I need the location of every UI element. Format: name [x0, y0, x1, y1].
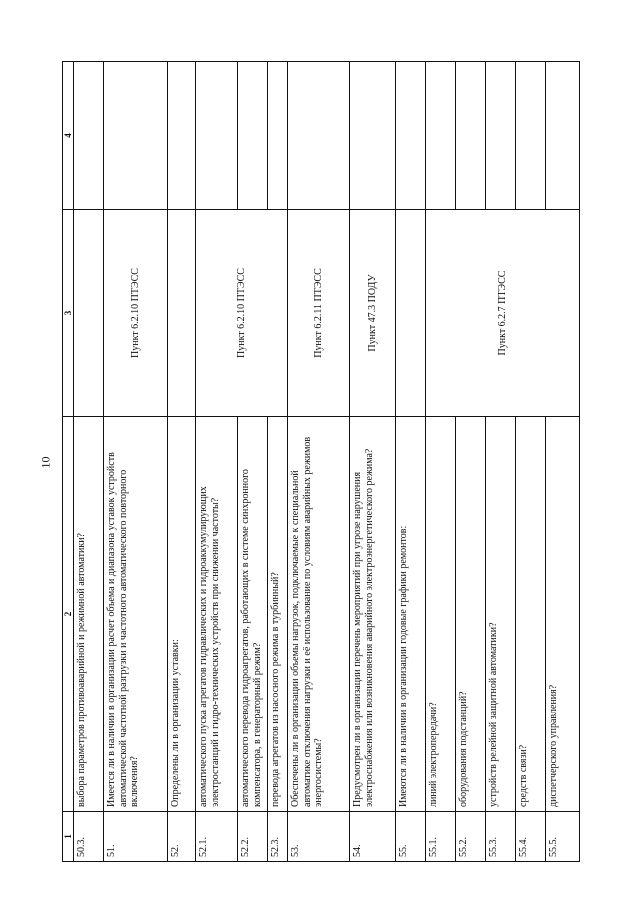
- row-reference: Пункт 6.2.7 ПТЭСС: [426, 210, 580, 417]
- row-number: 55.1.: [426, 812, 456, 862]
- row-number: 50.3.: [74, 812, 104, 862]
- row-number: 52.1.: [196, 812, 238, 862]
- page-number: 10: [38, 456, 53, 469]
- row-reference: [74, 210, 104, 417]
- table-row: [238, 62, 268, 862]
- row-question: оборудования подстанций?: [456, 417, 486, 812]
- row-question: Определены ли в организации уставки:: [168, 417, 196, 812]
- header-col-1: 1: [63, 812, 74, 862]
- row-note: [456, 62, 486, 210]
- table-row: [268, 62, 288, 862]
- row-note: [196, 62, 238, 210]
- row-number: 52.2.: [238, 812, 268, 862]
- row-number: 55.5.: [546, 812, 580, 862]
- table-header-row: [63, 62, 74, 862]
- table-row: [104, 62, 168, 862]
- row-question: Имеется ли в наличии в организации расчет объема и диапазона уставок устройств автоматической частотной разгрузки и частотного автоматического повторного включения?: [104, 417, 168, 812]
- row-note: [104, 62, 168, 210]
- row-number: 55.3.: [486, 812, 516, 862]
- row-note: [288, 62, 350, 210]
- row-question: перевода агрегатов из насосного режима в турбинный?: [268, 417, 288, 812]
- row-note: [238, 62, 268, 210]
- row-question: автоматического пуска агрегатов гидравлических и гидроаккумулирующих электростанций и гидро-технических устройств при снижении частоты?: [196, 417, 238, 812]
- row-number: 54.: [350, 812, 396, 862]
- table-row: [350, 62, 396, 862]
- header-col-4: 4: [63, 62, 74, 210]
- table-row: [74, 62, 104, 862]
- table-row: [168, 62, 196, 862]
- row-note: [516, 62, 546, 210]
- checklist-table: [62, 61, 580, 862]
- row-reference: Пункт 47.3 ПОДУ: [350, 210, 396, 417]
- row-note: [396, 62, 426, 210]
- table-row: [196, 62, 238, 862]
- row-note: [426, 62, 456, 210]
- table-row: [288, 62, 350, 862]
- row-reference: [396, 210, 426, 417]
- table-row: [516, 62, 546, 862]
- row-note: [350, 62, 396, 210]
- row-note: [74, 62, 104, 210]
- row-reference: Пункт 6.2.10 ПТЭСС: [104, 210, 168, 417]
- row-note: [168, 62, 196, 210]
- row-question: устройств релейной защитной автоматики?: [486, 417, 516, 812]
- table-row: [546, 62, 580, 862]
- row-question: выбора параметров противоаварийной и режимной автоматики?: [74, 417, 104, 812]
- row-number: 51.: [104, 812, 168, 862]
- row-number: 55.: [396, 812, 426, 862]
- row-reference: Пункт 6.2.10 ПТЭСС: [196, 210, 288, 417]
- row-number: 52.: [168, 812, 196, 862]
- row-question: автоматического перевода гидроагрегатов, работающих в системе синхронного компенсатора, в генераторный режим?: [238, 417, 268, 812]
- header-col-3: 3: [63, 210, 74, 417]
- row-number: 55.2.: [456, 812, 486, 862]
- table-row: [396, 62, 426, 862]
- table-row: [426, 62, 456, 862]
- row-number: 55.4.: [516, 812, 546, 862]
- row-number: 53.: [288, 812, 350, 862]
- row-question: Имеются ли в наличии в организации годовые графики ремонтов:: [396, 417, 426, 812]
- row-note: [268, 62, 288, 210]
- row-question: средств связи?: [516, 417, 546, 812]
- row-question: Предусмотрен ли в организации перечень мероприятий при угрозе нарушения электроснабжения или возникновения аварийного электроэнергетического режима?: [350, 417, 396, 812]
- row-note: [546, 62, 580, 210]
- table-row: [456, 62, 486, 862]
- rotated-table-container: [62, 62, 574, 862]
- row-reference: [168, 210, 196, 417]
- row-note: [486, 62, 516, 210]
- table-row: [486, 62, 516, 862]
- row-question: Обеспечены ли в организации объемы нагрузок, подключаемые к специальной автоматике отключения нагрузки и её использование по условиям аварийных режимов энергосистемы?: [288, 417, 350, 812]
- row-reference: Пункт 6.2.11 ПТЭСС: [288, 210, 350, 417]
- header-col-2: 2: [63, 417, 74, 812]
- row-number: 52.3.: [268, 812, 288, 862]
- row-question: линий электропередачи?: [426, 417, 456, 812]
- row-question: диспетчерского управления?: [546, 417, 580, 812]
